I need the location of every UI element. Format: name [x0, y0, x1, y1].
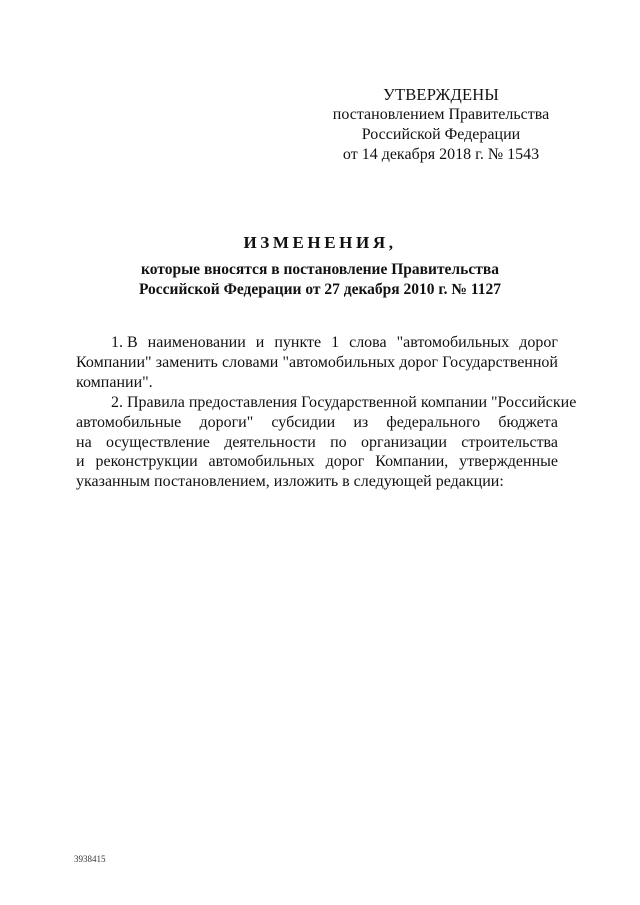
word: дорог	[399, 353, 439, 371]
word: организации	[361, 433, 447, 451]
word: федерального	[386, 413, 481, 431]
word: автомобильные	[76, 413, 182, 431]
paragraph-line: указанным постановлением, изложить в следующей редакции:	[76, 473, 504, 491]
paragraph-line	[76, 413, 558, 433]
word: и	[76, 453, 85, 471]
paragraph-line	[76, 433, 558, 453]
paragraph-line: 2. Правила предоставления Государственной компании "Российские	[111, 394, 577, 411]
word: "автомобильных	[396, 334, 510, 351]
word: Компании,	[375, 453, 449, 471]
word: строительства	[461, 433, 558, 451]
approval-line: от 14 декабря 2018 г. № 1543	[342, 146, 540, 163]
word: 1. В	[111, 334, 138, 351]
word: "автомобильных	[282, 353, 396, 371]
word: утвержденные	[459, 453, 558, 471]
paragraph-line	[76, 353, 558, 373]
word: на	[76, 433, 92, 451]
approval-line: постановлением Правительства	[332, 106, 550, 123]
subtitle-line: которые вносятся в постановление Правительства	[141, 261, 499, 278]
word: слова	[349, 334, 387, 351]
word: реконструкции	[95, 453, 198, 471]
word: автомобильных	[208, 453, 315, 471]
paragraph-line	[76, 452, 558, 472]
word: Компании"	[76, 353, 152, 371]
word: осуществление	[106, 433, 210, 451]
word: заменить	[155, 353, 218, 371]
word: пункте	[274, 334, 322, 351]
paragraph-2	[76, 393, 577, 492]
paragraph-line: компании".	[76, 373, 153, 391]
paragraph-1	[76, 333, 558, 392]
word: субсидии	[271, 413, 336, 431]
word: словами	[222, 353, 279, 371]
approval-line: Российской Федерации	[361, 126, 521, 143]
subtitle-line: Российской Федерации от 27 декабря 2010 г. № 1127	[138, 281, 502, 298]
word: деятельности	[224, 433, 316, 451]
word: наименовании	[147, 334, 246, 351]
approval-stamp	[320, 85, 562, 165]
document-number: 3938415	[74, 854, 106, 864]
document-subtitle	[60, 260, 580, 300]
word: дороги"	[199, 413, 254, 431]
word: 1	[331, 334, 340, 351]
word: из	[353, 413, 369, 431]
word: Государственной	[442, 353, 558, 371]
word: бюджета	[498, 413, 558, 431]
word: и	[255, 334, 265, 351]
word: дорог	[519, 334, 558, 351]
approval-heading: УТВЕРЖДЕНЫ	[383, 85, 499, 104]
word: по	[330, 433, 347, 451]
paragraph-line	[76, 333, 558, 353]
document-title: ИЗМЕНЕНИЯ,	[243, 233, 397, 252]
word: дорог	[325, 453, 365, 471]
